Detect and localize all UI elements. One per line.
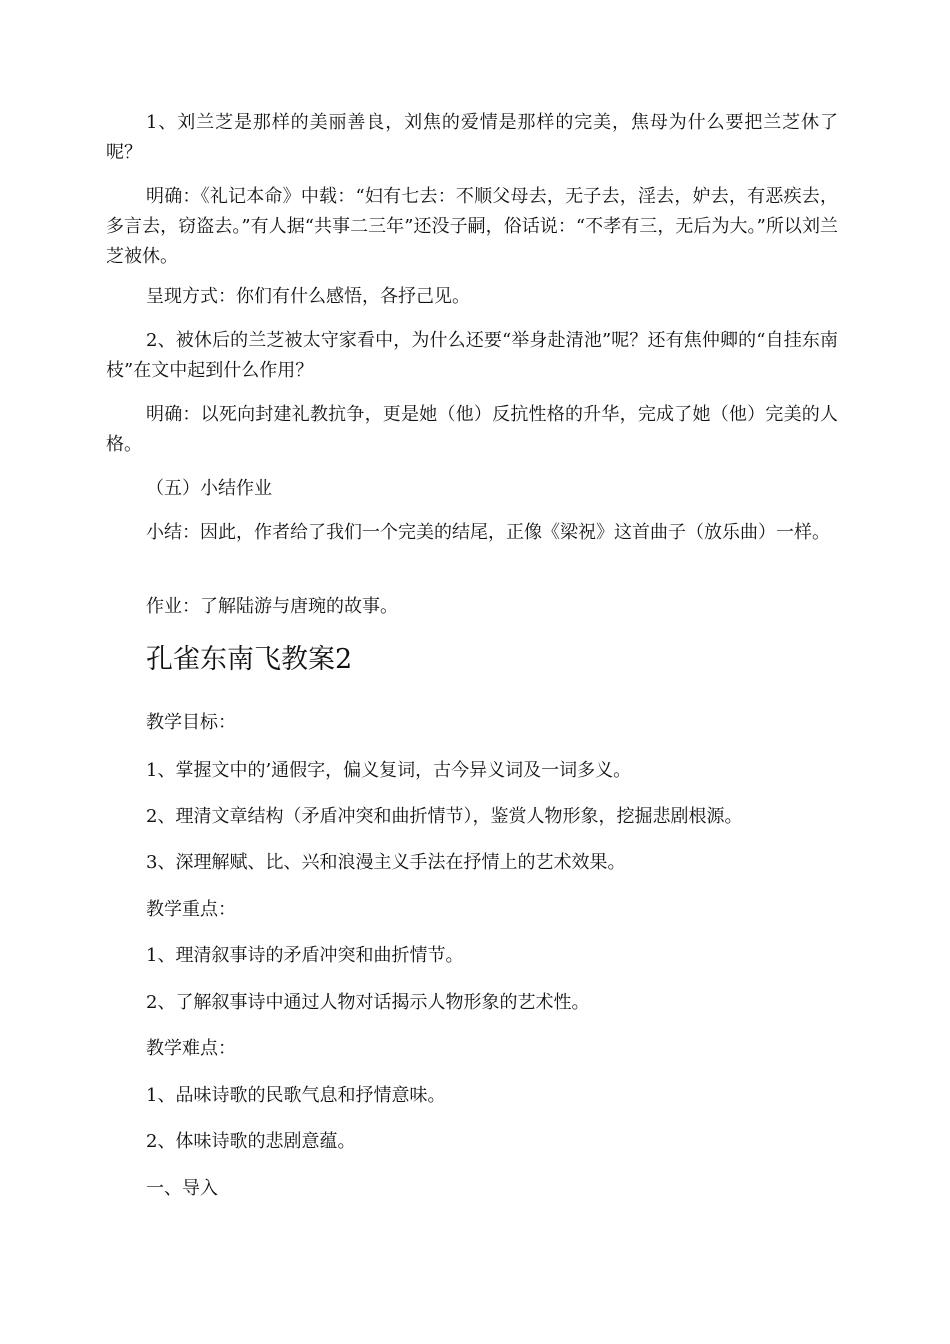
section-title: 孔雀东南飞教案2 [146, 644, 353, 675]
summary-section-label: （五）小结作业 [146, 478, 272, 499]
question-1-paragraph: 1、刘兰芝是那样的美丽善良，刘焦的爱情是那样的完美，焦母为什么要把兰芝休了呢？ [106, 112, 838, 163]
goal-3: 3、深理解赋、比、兴和浪漫主义手法在抒情上的艺术效果。 [146, 852, 626, 873]
presentation-paragraph: 呈现方式：你们有什么感悟，各抒己见。 [146, 286, 470, 307]
summary-paragraph: 小结：因此，作者给了我们一个完美的结尾，正像《梁祝》这首曲子（放乐曲）一样。 [146, 522, 830, 543]
difficulty-2: 2、体味诗歌的悲剧意蕴。 [146, 1131, 356, 1152]
answer-2-paragraph: 明确：以死向封建礼教抗争，更是她（他）反抗性格的升华，完成了她（他）完美的人格。 [106, 404, 838, 455]
key-points-label: 教学重点： [146, 899, 236, 920]
difficulties-label: 教学难点： [146, 1038, 236, 1059]
goal-2: 2、理清文章结构（矛盾冲突和曲折情节），鉴赏人物形象，挖掘悲剧根源。 [146, 806, 743, 827]
question-2-paragraph: 2、被休后的兰芝被太守家看中，为什么还要“举身赴清池”呢？还有焦仲卿的“自挂东南枝”在文中起到什么作用？ [106, 330, 838, 381]
goal-1: 1、掌握文中的’通假字，偏义复词，古今异义词及一词多义。 [146, 760, 632, 781]
key-point-2: 2、了解叙事诗中通过人物对话揭示人物形象的艺术性。 [146, 992, 590, 1013]
teaching-goals-label: 教学目标： [146, 712, 236, 733]
difficulty-1: 1、品味诗歌的民歌气息和抒情意味。 [146, 1085, 446, 1106]
introduction-heading: 一、导入 [146, 1178, 218, 1199]
answer-1-paragraph: 明确：《礼记本命》中载：“妇有七去：不顺父母去，无子去，淫去，妒去，有恶疾去，多言去，窃盗去。”有人据“共事二三年”还没子嗣，俗话说：“不孝有三，无后为大。”所以刘兰芝被休。 [106, 186, 838, 267]
homework-paragraph: 作业：了解陆游与唐琬的故事。 [146, 596, 398, 617]
key-point-1: 1、理清叙事诗的矛盾冲突和曲折情节。 [146, 945, 464, 966]
